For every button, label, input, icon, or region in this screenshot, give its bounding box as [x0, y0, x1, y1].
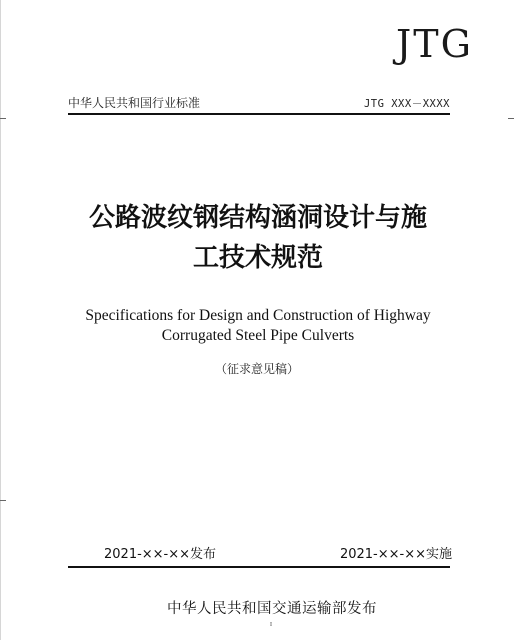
crop-mark	[0, 118, 6, 119]
title-chinese-line-2: 工技术规范	[192, 243, 323, 273]
standard-header	[68, 94, 450, 111]
crop-mark	[0, 500, 6, 501]
title-english	[30, 306, 486, 346]
publisher: 中华人民共和国交通运输部发布	[167, 601, 377, 617]
page-number: I	[270, 622, 272, 628]
title-chinese	[40, 198, 476, 278]
footer-divider	[68, 566, 450, 568]
standard-category: 中华人民共和国行业标准	[68, 96, 201, 110]
implement-date: 2021-××-××实施	[339, 547, 452, 562]
issue-date: 2021-××-××发布	[104, 547, 217, 562]
page-edge	[0, 0, 1, 640]
draft-status: （征求意见稿）	[214, 362, 299, 376]
header-divider	[68, 113, 450, 115]
title-chinese-line-1: 公路波纹钢结构涵洞设计与施	[88, 203, 427, 233]
crop-mark	[508, 118, 514, 119]
jtg-logo: JTG	[396, 22, 473, 66]
title-english-line-1: Specifications for Design and Construction of Highway	[85, 307, 431, 324]
standard-code: JTG XXX－XXXX	[363, 98, 450, 110]
date-row	[104, 543, 452, 562]
title-english-line-2: Corrugated Steel Pipe Culverts	[161, 327, 355, 344]
